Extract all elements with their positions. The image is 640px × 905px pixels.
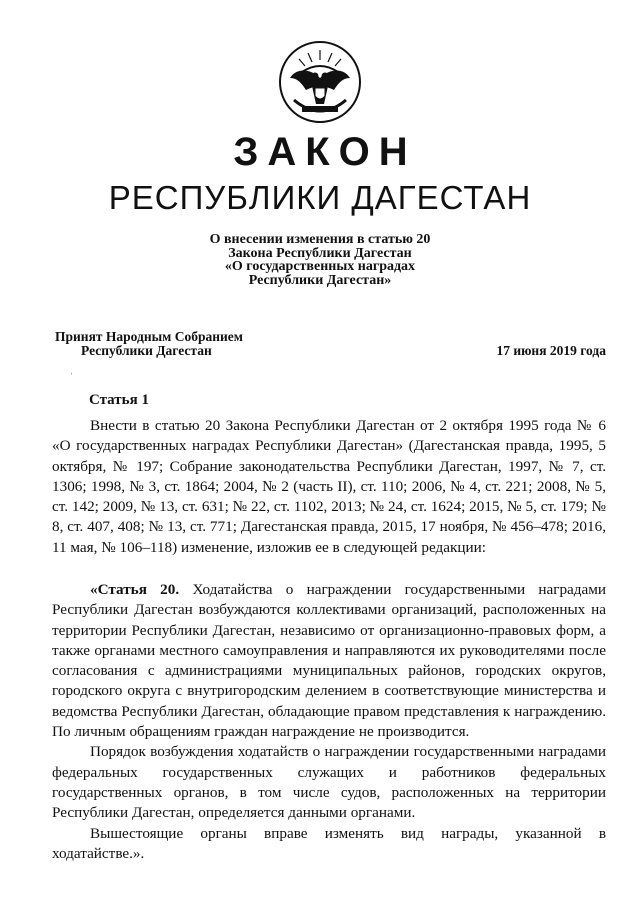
quoted-article-lead: «Статья 20.: [90, 581, 180, 598]
quoted-paragraph-3: Вышестоящие органы вправе изменять вид награды, указанной в ходатайстве.».: [52, 824, 606, 862]
article-paragraph: [52, 416, 606, 558]
adoption-line-2: Республики Дагестан: [81, 343, 212, 358]
quoted-paragraph-1-text: Ходатайства о награждении государственными наградами Республики Дагестан возбуждаются коллективами организаций, расположенных на территории Республики Дагестан, независимо от организационно-правовых форм, а также органами местного самоуправления и направляются их руководителями после согласования с администрациями муниципальных районов, городских округов, городского округа с внутригородским делением в соответствующие министерства и ведомства Республики Дагестан, обладающие правом представления к награждению. По личным обращениям граждан награждение не производится.: [52, 581, 606, 741]
article-heading: Статья 1: [89, 392, 149, 408]
adoption-line-1: Принят Народным Собранием: [55, 329, 243, 344]
quoted-article: [52, 580, 606, 864]
scan-mark: ˌ: [70, 364, 74, 375]
quoted-paragraph-2: Порядок возбуждения ходатайств о награждении государственными наградами федеральных государственных служащих и работников федеральных государственных органов, в том числе судов, расположенных на территории Республики Дагестан, определяется данными органами.: [52, 743, 606, 822]
subject-line: «О государственных наградах: [224, 259, 416, 274]
adoption-statement: [55, 330, 243, 358]
adoption-date: 17 июня 2019 года: [496, 343, 606, 358]
law-subject: [0, 233, 640, 287]
subject-line: Закона Республики Дагестан: [228, 245, 412, 261]
quoted-paragraph-1: [52, 580, 606, 742]
subject-line: О внесении изменения в статью 20: [209, 232, 431, 247]
subject-line: Республики Дагестан»: [248, 272, 392, 288]
coat-of-arms-icon: [272, 38, 368, 126]
article-paragraph-text: Внести в статью 20 Закона Республики Дагестан от 2 октября 1995 года № 6 «О государственных наградах Республики Дагестан» (Дагестанская правда, 1995, 5 октября, № 197; Собрание законодательства Республики Дагестан, 1997, № 7, ст. 1306; 1998, № 3, ст. 1864; 2004, № 2 (часть II), ст. 110; 2006, № 4, ст. 221; 2008, № 5, ст. 142; 2009, № 13, ст. 631; № 22, ст. 1102, 2013; № 24, ст. 1624; 2015, № 5, ст. 179; № 8, ст. 407, 408; № 13, ст. 771; Дагестанская правда, 2015, 17 ноября, № 456–478; 2016, 11 мая, № 106–118) изменение, изложив ее в следующей редакции:: [52, 417, 606, 556]
law-subtitle: РЕСПУБЛИКИ ДАГЕСТАН: [108, 179, 532, 216]
law-title: ЗАКОН: [233, 130, 417, 174]
